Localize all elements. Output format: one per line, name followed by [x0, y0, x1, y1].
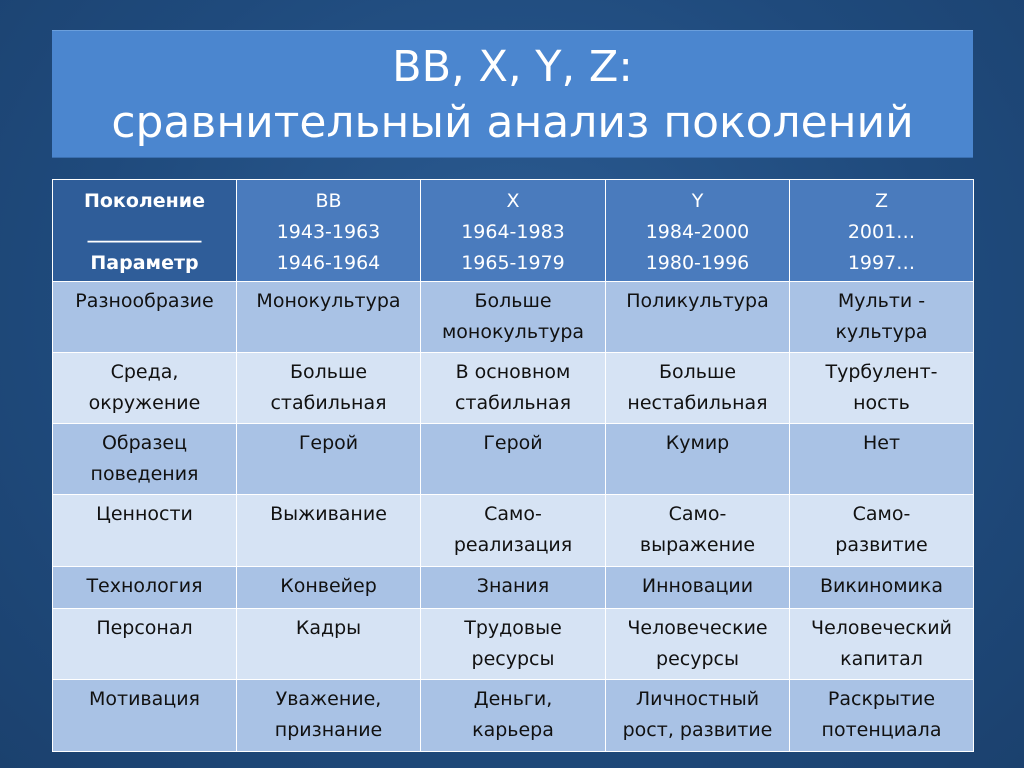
cell-text: Больше [289, 361, 368, 384]
table-cell [421, 679, 606, 751]
parameter-cell [53, 495, 237, 566]
column-header-bb [237, 180, 421, 282]
cell-text: карьера [472, 718, 554, 741]
parameter-label: Образец [101, 432, 188, 455]
title-line-1: BB, X, Y, Z: [392, 42, 633, 92]
cell-text: В основном [455, 361, 571, 384]
cell-text: Больше [658, 361, 737, 384]
cell-text: Больше [474, 290, 552, 312]
table-cell [790, 566, 974, 608]
table-cell [606, 679, 790, 751]
cell-text: реализация [453, 534, 573, 557]
cell-text: Викиномика [819, 574, 944, 597]
column-name: BB [315, 190, 342, 212]
parameter-label: Мотивация [89, 687, 200, 710]
table-cell [237, 424, 421, 495]
table-cell [790, 282, 974, 353]
table-cell [790, 608, 974, 679]
table-row [53, 424, 974, 495]
table-cell [237, 353, 421, 424]
generations-comparison-table [52, 179, 974, 752]
cell-text: стабильная [454, 392, 572, 415]
cell-text: рост, развитие [622, 718, 773, 741]
cell-text: Человеческий [811, 616, 952, 639]
column-range-1: 1943-1963 [276, 221, 381, 243]
column-range-2: 1965-1979 [461, 252, 565, 274]
table-cell [421, 424, 606, 495]
table-cell [421, 282, 606, 353]
cell-text: Поликультура [626, 290, 769, 312]
column-header-z [790, 180, 974, 282]
cell-text: Человеческие [627, 616, 768, 639]
cell-text: Деньги, [473, 687, 553, 710]
table-cell [237, 566, 421, 608]
table-cell [790, 424, 974, 495]
table-cell [237, 495, 421, 566]
column-name: Y [691, 190, 704, 212]
cell-text: ресурсы [471, 647, 555, 670]
table-cell [421, 495, 606, 566]
cell-text: Монокультура [256, 290, 401, 312]
table-row [53, 679, 974, 751]
cell-text: Конвейер [280, 574, 377, 597]
table-cell [421, 353, 606, 424]
cell-text: монокультура [441, 321, 585, 343]
column-name: X [506, 190, 520, 212]
cell-text: ность [853, 392, 910, 415]
cell-text: Личностный [635, 687, 760, 710]
cell-text: Само- [668, 503, 727, 526]
parameter-cell [53, 353, 237, 424]
corner-parameter-label: Параметр [90, 252, 199, 274]
cell-text: культура [835, 321, 928, 343]
cell-text: признание [274, 718, 383, 741]
table-cell [237, 608, 421, 679]
slide-title [52, 30, 973, 158]
column-header-x [421, 180, 606, 282]
cell-text: Уважение, [275, 687, 382, 710]
cell-text: Само- [484, 503, 542, 526]
table-cell [606, 424, 790, 495]
table-cell [790, 679, 974, 751]
cell-text: потенциала [821, 718, 942, 741]
column-range-1: 1964-1983 [461, 221, 565, 243]
table-row [53, 353, 974, 424]
cell-text: выражение [639, 534, 756, 557]
parameter-label: Ценности [96, 503, 193, 526]
parameter-cell [53, 282, 237, 353]
cell-text: развитие [835, 534, 928, 557]
cell-text: Инновации [641, 574, 754, 597]
cell-text: Герой [298, 432, 359, 455]
title-line-2: сравнительный анализ поколений [111, 97, 914, 148]
column-range-2: 1997… [847, 252, 916, 274]
table-cell [606, 282, 790, 353]
cell-text: Знания [476, 574, 550, 597]
parameter-label: Среда, [110, 361, 179, 384]
column-header-y [606, 180, 790, 282]
table-cell [606, 566, 790, 608]
table-cell [421, 566, 606, 608]
parameter-label: Персонал [96, 616, 193, 639]
table-row [53, 495, 974, 566]
table-cell [237, 679, 421, 751]
cell-text: Трудовые [464, 616, 562, 639]
cell-text: Мульти - [837, 290, 926, 312]
table-row [53, 608, 974, 679]
table-cell [606, 353, 790, 424]
cell-text: Нет [862, 432, 901, 455]
cell-text: ресурсы [656, 647, 739, 670]
table-cell [237, 282, 421, 353]
cell-text: Выживание [270, 503, 387, 526]
parameter-cell [53, 566, 237, 608]
parameter-label: Разнообразие [75, 290, 214, 312]
cell-text: Само- [852, 503, 911, 526]
column-name: Z [874, 190, 889, 212]
column-range-1: 1984-2000 [645, 221, 750, 243]
table-cell [790, 353, 974, 424]
table-cell [421, 608, 606, 679]
table-row [53, 282, 974, 353]
corner-header-cell [53, 180, 237, 282]
table-header-row [53, 180, 974, 282]
table-cell [606, 608, 790, 679]
cell-text: нестабильная [627, 392, 768, 415]
parameter-label: поведения [90, 463, 199, 486]
parameter-cell [53, 608, 237, 679]
parameter-cell [53, 424, 237, 495]
column-range-1: 2001… [847, 221, 916, 243]
column-range-2: 1946-1964 [276, 252, 381, 274]
cell-text: Турбулент- [825, 361, 938, 384]
table-cell [606, 495, 790, 566]
cell-text: Кумир [665, 432, 730, 455]
table-row [53, 566, 974, 608]
cell-text: Кадры [295, 616, 362, 639]
table-cell [790, 495, 974, 566]
cell-text: стабильная [270, 392, 387, 415]
cell-text: Герой [483, 432, 543, 455]
parameter-label: окружение [88, 392, 201, 415]
cell-text: Раскрытие [827, 687, 936, 710]
parameter-cell [53, 679, 237, 751]
parameter-label: Технология [86, 574, 203, 597]
cell-text: капитал [840, 647, 923, 670]
corner-generation-label: Поколение [83, 190, 206, 212]
corner-divider: ____________ [87, 221, 202, 243]
column-range-2: 1980-1996 [645, 252, 750, 274]
